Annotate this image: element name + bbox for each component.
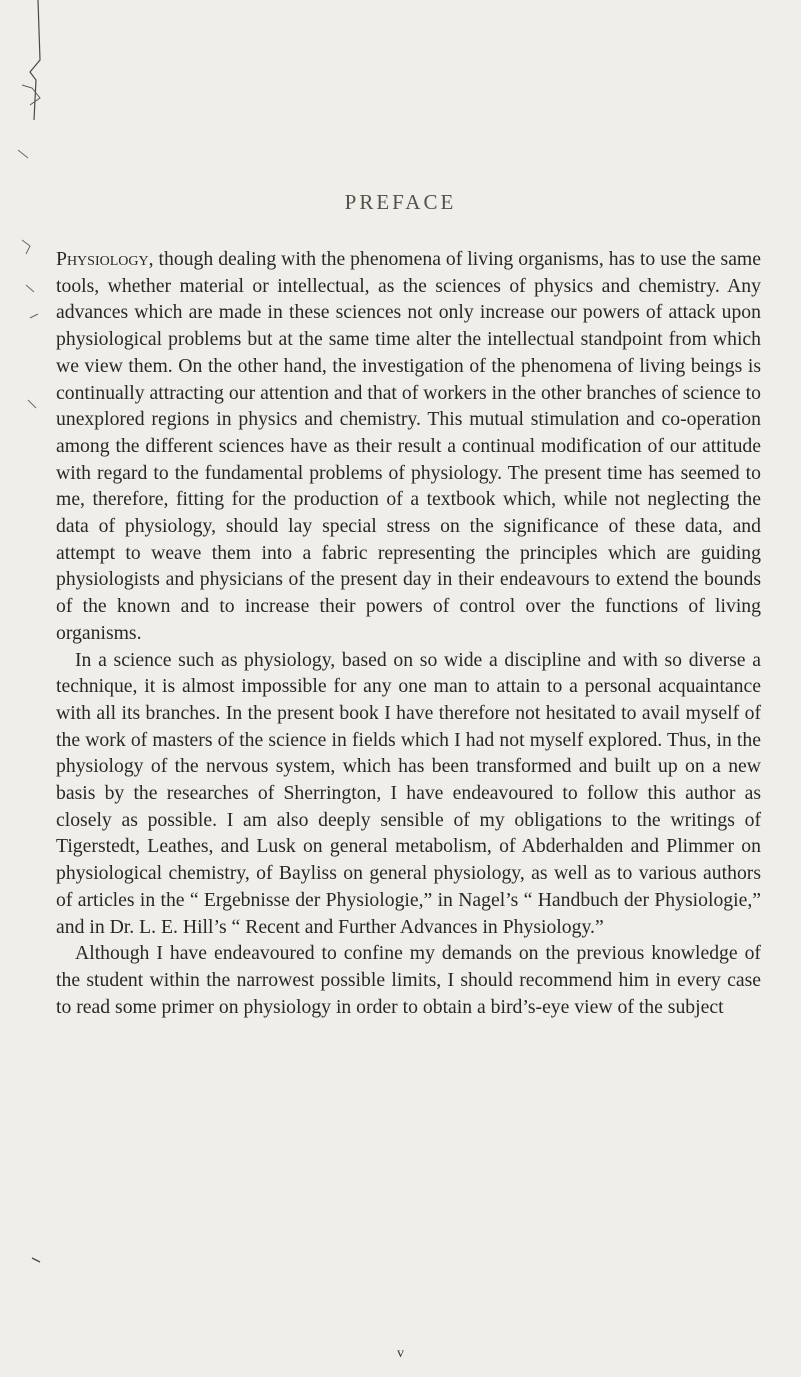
paragraph bbox=[56, 246, 761, 647]
preface-body bbox=[56, 246, 761, 1020]
page-number: v bbox=[397, 1346, 404, 1361]
page-title: PREFACE bbox=[344, 190, 457, 214]
paragraph bbox=[56, 940, 761, 1020]
paragraph bbox=[56, 647, 761, 941]
paragraph-text: though dealing with the phenomena of living organisms, has to use the same tools, whether material or intellectual, as the sciences of physics and chemistry. Any advances which are made in these sciences not only increase our powers of attack upon physiological problems but at the same time alter the intellectual standpoint from which we view them. On the other hand, the investigation of the phenomena of living beings is continually attracting our attention and that of workers in the other branches of science to unexplored regions in physics and chemistry. This mutual stimulation and co-operation among the different sciences have as their result a continual modification of our attitude with regard to the fundamental problems of physiology. The present time has seemed to me, therefore, fitting for the production of a textbook which, while not neglecting the data of physiology, should lay special stress on the significance of these data, and attempt to weave them into a fabric representing the principles which are guiding physiologists and physicians of the present day in their endeavours to extend the bounds of the known and to increase their powers of control over the functions of living organisms. bbox=[56, 248, 761, 644]
paragraph-text: In a science such as physiology, based on so wide a discipline and with so diverse a technique, it is almost impossible for any one man to attain to a personal acquaintance with all its branches. In the present book I have therefore not hesitated to avail myself of the work of masters of the science in fields which I had not myself explored. Thus, in the physiology of the nervous system, which has been transformed and built up on a new basis by the researches of Sherrington, I have endeavoured to follow this author as closely as possible. I am also deeply sensible of my obligations to the writings of Tigerstedt, Leathes, and Lusk on general metabolism, of Abderhalden and Plimmer on physiological chemistry, of Bayliss on general physiology, as well as to various authors of articles in the “ Ergebnisse der Physiologie,” in Nagel’s “ Handbuch der Physiologie,” and in Dr. L. E. Hill’s “ Recent and Further Advances in Physiology.” bbox=[56, 648, 761, 938]
paragraph-text: Although I have endeavoured to confine my demands on the previous knowledge of the student within the narrowest possible limits, I should recommend him in every case to read some primer on physiology in order to obtain a bird’s-eye view of the subject bbox=[56, 942, 761, 1018]
lead-word: Physiology, bbox=[56, 248, 154, 270]
